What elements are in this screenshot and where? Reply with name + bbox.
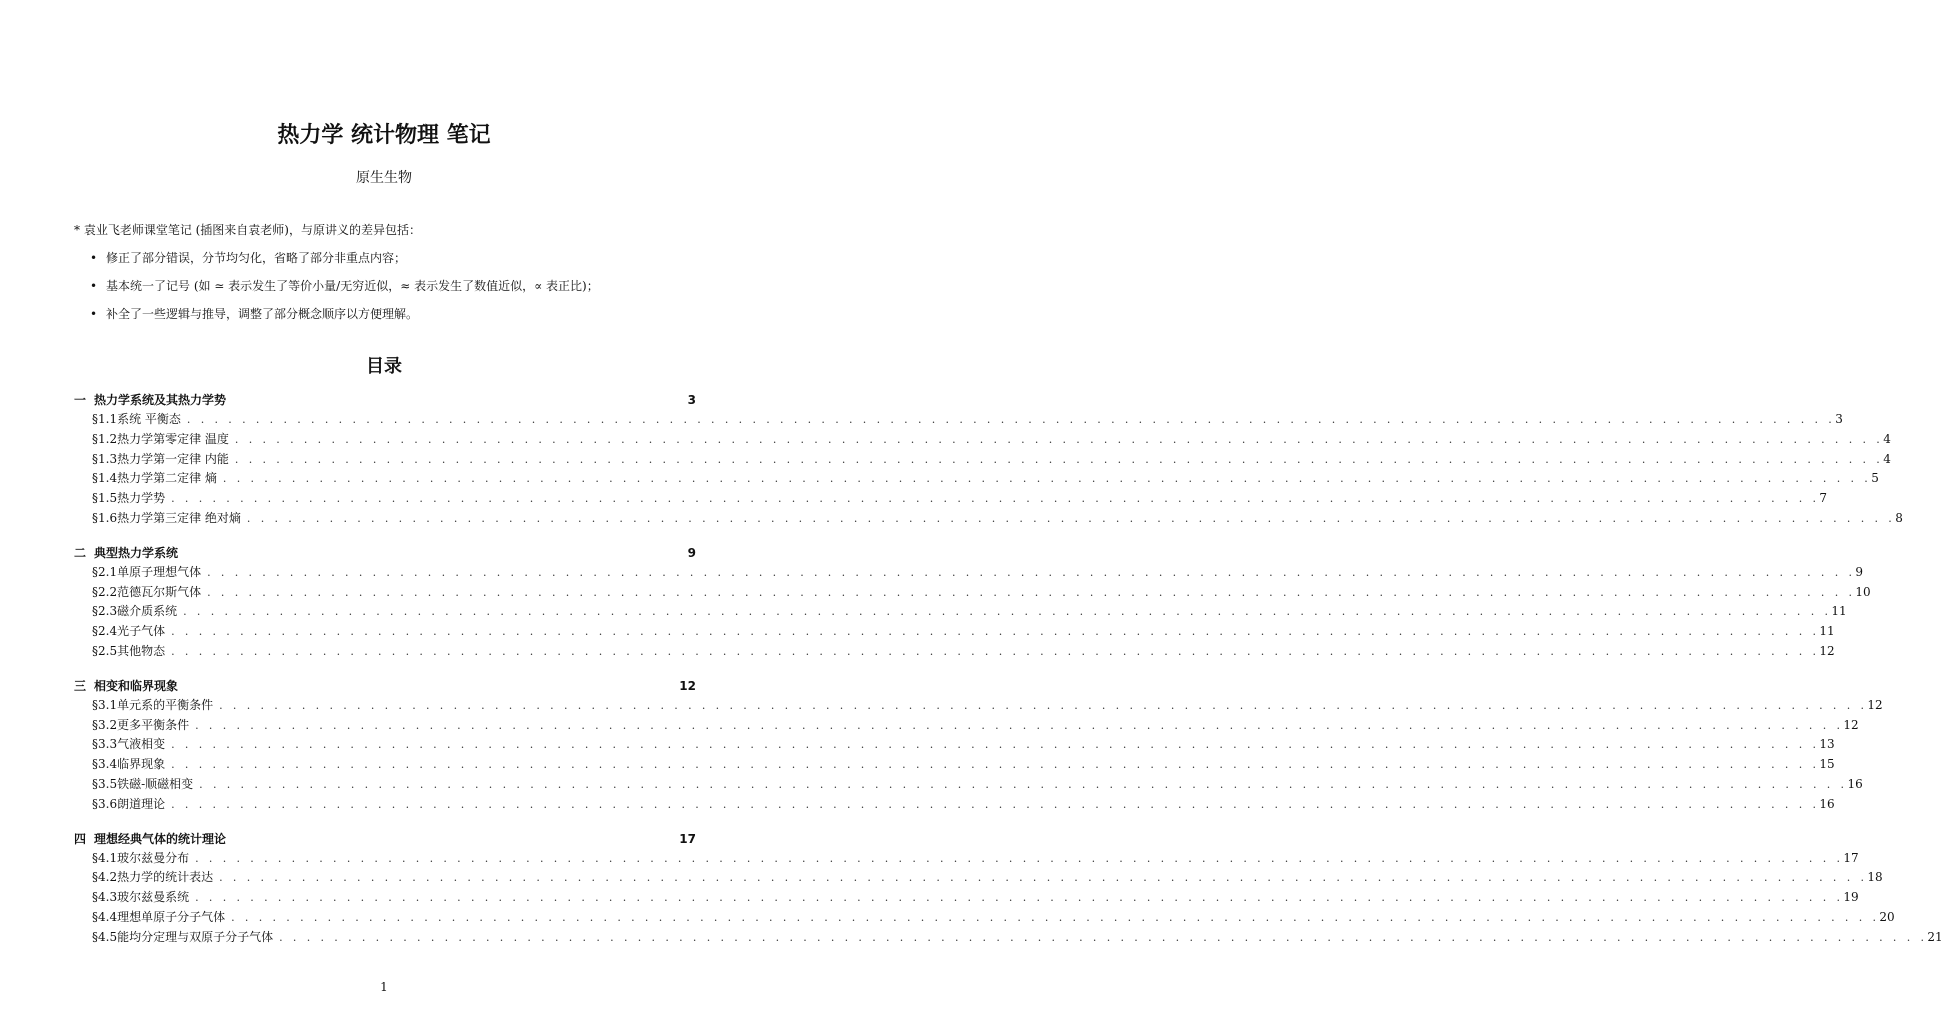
toc-section-title: 热力学第零定律 温度 [117,431,229,446]
toc-section-page: 13 [1819,737,1835,752]
toc-chapter-title: 热力学系统及其热力学势 [94,393,227,407]
toc-section-title: 热力学第三定律 绝对熵 [117,510,241,525]
toc-section-page: 5 [1871,471,1879,486]
toc-section-page: 12 [1843,717,1859,732]
note-item [74,249,696,267]
toc-section-entry[interactable] [74,489,1828,509]
toc-section-page: 18 [1867,870,1883,885]
toc-section-entry[interactable] [74,602,1847,622]
toc-section-number: §2.2 [92,584,118,599]
toc-dot-leader: . . . . . . . . . . . . . . . . . . . . . . . . . . . . . . . . . . . . . . . . . . . . . . . . . . . . . . . . . . . . . . . . . . . . . . . . . . . . . . . . . . . . . . . . . . . . . . . . . . . . . . . . . . . . . . . . . . . . . . . . [222,472,1872,486]
toc-section-entry[interactable] [74,908,1895,928]
toc-section-title: 磁介质系统 [117,604,178,619]
note-text: 基本统一了记号 (如 ≃ 表示发生了等价小量/无穷近似，≈ 表示发生了数值近似，∝ 表正比)； [106,279,599,293]
toc-dot-leader: . . . . . . . . . . . . . . . . . . . . . . . . . . . . . . . . . . . . . . . . . . . . . . . . . . . . . . . . . . . . . . . . . . . . . . . . . . . . . . . . . . . . . . . . . . . . . . . . . . . . . . . . . . . . . . . . . . . . . . . . [171,758,1820,772]
toc-section-title: 铁磁-顺磁相变 [117,776,194,791]
toc-chapter-entry[interactable] [74,829,696,849]
toc-chapter [74,390,1903,529]
toc-section-number: §4.1 [92,850,118,865]
toc-section-title: 热力学势 [117,491,166,506]
toc-section-entry[interactable] [74,410,1843,430]
toc-section-page: 17 [1843,850,1859,865]
toc-section-entry[interactable] [74,775,1863,795]
toc-section-number: §4.3 [92,890,118,905]
toc-chapter-number: 一 [74,393,87,407]
toc-dot-leader: . . . . . . . . . . . . . . . . . . . . . . . . . . . . . . . . . . . . . . . . . . . . . . . . . . . . . . . . . . . . . . . . . . . . . . . . . . . . . . . . . . . . . . . . . . . . . . . . . . . . . . . . . . . . . . . . . . . . . . . . [199,777,1848,791]
toc-section-title: 能均分定理与双原子分子气体 [117,929,274,944]
toc-section-entry[interactable] [74,696,1883,716]
toc-section-page: 16 [1819,796,1835,811]
toc-dot-leader: . . . . . . . . . . . . . . . . . . . . . . . . . . . . . . . . . . . . . . . . . . . . . . . . . . . . . . . . . . . . . . . . . . . . . . . . . . . . . . . . . . . . . . . . . . . . . . . . . . . . . . . . . . . . . . . . . . . . . . . . [279,930,1928,944]
toc-section-entry[interactable] [74,868,1883,888]
toc-chapter-title: 典型热力学系统 [94,545,179,560]
toc-section-page: 8 [1895,510,1903,525]
toc-section-number: §4.5 [92,929,118,944]
toc-section-title: 单元系的平衡条件 [117,697,214,712]
toc-chapter-page: 12 [679,678,696,693]
toc-section-entry[interactable] [74,583,1871,603]
toc-chapter-number: 三 [74,678,87,693]
document-author: 原生生物 [356,170,412,186]
toc-section-number: §3.4 [92,757,118,772]
toc-section-page: 12 [1819,643,1835,658]
toc-section-title: 其他物态 [117,643,166,658]
toc-section-number: §1.3 [92,451,118,466]
document-title: 热力学 统计物理 笔记 [277,123,491,148]
toc-section-number: §3.2 [92,717,118,732]
toc-section-title: 玻尔兹曼系统 [117,890,190,905]
note-text: 补全了一些逻辑与推导，调整了部分概念顺序以方便理解。 [106,307,419,321]
toc-section-page: 4 [1883,451,1891,466]
toc-section-number: §1.5 [92,491,118,506]
toc-section-entry[interactable] [74,888,1859,908]
toc-section-number: §3.3 [92,737,118,752]
toc-section-number: §1.1 [92,412,118,426]
toc-section-title: 理想单原子分子气体 [117,909,226,924]
toc-section-page: 19 [1843,890,1859,905]
toc-chapter-page: 9 [687,545,696,560]
toc-dot-leader: . . . . . . . . . . . . . . . . . . . . . . . . . . . . . . . . . . . . . . . . . . . . . . . . . . . . . . . . . . . . . . . . . . . . . . . . . . . . . . . . . . . . . . . . . . . . . . . . . . . . . . . . . . . . . . . . . . . . . . . . [234,432,1884,446]
toc-dot-leader: . . . . . . . . . . . . . . . . . . . . . . . . . . . . . . . . . . . . . . . . . . . . . . . . . . . . . . . . . . . . . . . . . . . . . . . . . . . . . . . . . . . . . . . . . . . . . . . . . . . . . . . . . . . . . . . . . . . . . . . . [207,585,1856,599]
toc-section-page: 10 [1855,584,1871,599]
toc-section-entry[interactable] [74,622,1835,642]
toc-section-page: 7 [1819,491,1828,506]
toc-section-entry[interactable] [74,450,1891,470]
toc-section-entry[interactable] [74,642,1835,662]
toc-section-entry[interactable] [74,509,1903,529]
toc-section-number: §4.4 [92,909,118,924]
toc-section-entry[interactable] [74,469,1879,489]
toc-section-title: 更多平衡条件 [117,717,190,732]
notes-block [74,221,696,323]
toc-chapter-page: 17 [679,831,696,846]
toc-chapter-title: 理想经典气体的统计理论 [94,831,227,846]
toc-dot-leader: . . . . . . . . . . . . . . . . . . . . . . . . . . . . . . . . . . . . . . . . . . . . . . . . . . . . . . . . . . . . . . . . . . . . . . . . . . . . . . . . . . . . . . . . . . . . . . . . . . . . . . . . . . . . . . . . . . . . . . . . [234,452,1884,466]
toc-section-entry[interactable] [74,430,1891,450]
toc-chapter [74,543,1871,662]
notes-list [74,249,696,323]
toc-dot-leader: . . . . . . . . . . . . . . . . . . . . . . . . . . . . . . . . . . . . . . . . . . . . . . . . . . . . . . . . . . . . . . . . . . . . . . . . . . . . . . . . . . . . . . . . . . . . . . . . . . . . . . . . . . . . . . . . . . . . . . . . [171,644,1820,658]
toc-dot-leader: . . . . . . . . . . . . . . . . . . . . . . . . . . . . . . . . . . . . . . . . . . . . . . . . . . . . . . . . . . . . . . . . . . . . . . . . . . . . . . . . . . . . . . . . . . . . . . . . . . . . . . . . . . . . . . . . . . . . . . . . [195,891,1844,905]
toc-dot-leader: . . . . . . . . . . . . . . . . . . . . . . . . . . . . . . . . . . . . . . . . . . . . . . . . . . . . . . . . . . . . . . . . . . . . . . . . . . . . . . . . . . . . . . . . . . . . . . . . . . . . . . . . . . . . . . . . . . . . . . . . [171,797,1820,811]
note-text: 修正了部分错误，分节均匀化，省略了部分非重点内容； [106,251,407,265]
toc-section-entry[interactable] [74,928,1943,948]
toc-section-title: 临界现象 [117,757,166,772]
toc-section-number: §2.3 [92,604,118,619]
toc-section-title: 热力学第二定律 熵 [117,471,217,486]
page-number: 1 [380,980,388,994]
toc-section-page: 11 [1831,604,1847,619]
toc-section-page: 20 [1879,909,1895,924]
toc-chapter-page: 3 [687,393,696,407]
toc-chapter-number: 四 [74,831,87,846]
toc-section-number: §3.6 [92,796,118,811]
toc-section-entry[interactable] [74,716,1859,736]
bullet-icon: • [90,279,98,293]
toc-dot-leader: . . . . . . . . . . . . . . . . . . . . . . . . . . . . . . . . . . . . . . . . . . . . . . . . . . . . . . . . . . . . . . . . . . . . . . . . . . . . . . . . . . . . . . . . . . . . . . . . . . . . . . . . . . . . . . . . . . . . . . . . [219,698,1868,712]
toc-section-number: §3.1 [92,697,118,712]
toc-chapter-entry[interactable] [74,543,696,563]
toc-chapter-title: 相变和临界现象 [94,678,179,693]
bullet-icon: • [90,307,98,321]
toc-section-title: 热力学第一定律 内能 [117,451,229,466]
toc-section-entry[interactable] [74,735,1835,755]
toc-dot-leader: . . . . . . . . . . . . . . . . . . . . . . . . . . . . . . . . . . . . . . . . . . . . . . . . . . . . . . . . . . . . . . . . . . . . . . . . . . . . . . . . . . . . . . . . . . . . . . . . . . . . . . . . . . . . . . . . . . . . . . . . [195,851,1844,865]
toc-dot-leader: . . . . . . . . . . . . . . . . . . . . . . . . . . . . . . . . . . . . . . . . . . . . . . . . . . . . . . . . . . . . . . . . . . . . . . . . . . . . . . . . . . . . . . . . . . . . . . . . . . . . . . . . . . . . . . . . . . . . . . . . [171,625,1820,639]
toc-chapter-number: 二 [74,545,87,560]
toc-section-page: 15 [1819,757,1835,772]
toc-section-page: 3 [1835,412,1843,426]
table-of-contents [74,390,1943,962]
toc-section-title: 单原子理想气体 [117,564,202,579]
toc-section-page: 16 [1847,776,1863,791]
toc-dot-leader: . . . . . . . . . . . . . . . . . . . . . . . . . . . . . . . . . . . . . . . . . . . . . . . . . . . . . . . . . . . . . . . . . . . . . . . . . . . . . . . . . . . . . . . . . . . . . . . . . . . . . . . . . . . . . . . . . . . . . . . . [207,565,1856,579]
toc-section-entry[interactable] [74,755,1835,775]
bullet-icon: • [90,251,98,265]
toc-section-number: §1.6 [92,510,118,525]
toc-section-page: 4 [1883,431,1891,446]
toc-section-entry[interactable] [74,795,1835,815]
toc-dot-leader: . . . . . . . . . . . . . . . . . . . . . . . . . . . . . . . . . . . . . . . . . . . . . . . . . . . . . . . . . . . . . . . . . . . . . . . . . . . . . . . . . . . . . . . . . . . . . . . . . . . . . . . . . . . . . . . . . . . . . . . . [231,910,1880,924]
toc-section-title: 系统 平衡态 [117,412,181,426]
toc-chapter [74,829,1943,948]
toc-dot-leader: . . . . . . . . . . . . . . . . . . . . . . . . . . . . . . . . . . . . . . . . . . . . . . . . . . . . . . . . . . . . . . . . . . . . . . . . . . . . . . . . . . . . . . . . . . . . . . . . . . . . . . . . . . . . . . . . . . . . . . . . [171,738,1820,752]
toc-section-entry[interactable] [74,563,1864,583]
toc-section-number: §1.4 [92,471,118,486]
toc-section-page: 21 [1927,929,1943,944]
toc-dot-leader: . . . . . . . . . . . . . . . . . . . . . . . . . . . . . . . . . . . . . . . . . . . . . . . . . . . . . . . . . . . . . . . . . . . . . . . . . . . . . . . . . . . . . . . . . . . . . . . . . . . . . . . . . . . . . . . . . . . . . . . . [186,413,1836,426]
toc-section-entry[interactable] [74,849,1859,869]
note-item [74,305,696,323]
toc-section-page: 11 [1819,624,1835,639]
toc-dot-leader: . . . . . . . . . . . . . . . . . . . . . . . . . . . . . . . . . . . . . . . . . . . . . . . . . . . . . . . . . . . . . . . . . . . . . . . . . . . . . . . . . . . . . . . . . . . . . . . . . . . . . . . . . . . . . . . . . . . . . . . . [183,605,1832,619]
toc-chapter [74,676,1883,815]
toc-section-page: 9 [1855,564,1864,579]
toc-section-title: 朗道理论 [117,796,166,811]
toc-heading: 目录 [366,356,402,377]
toc-dot-leader: . . . . . . . . . . . . . . . . . . . . . . . . . . . . . . . . . . . . . . . . . . . . . . . . . . . . . . . . . . . . . . . . . . . . . . . . . . . . . . . . . . . . . . . . . . . . . . . . . . . . . . . . . . . . . . . . . . . . . . . . [195,718,1844,732]
toc-section-number: §1.2 [92,431,118,446]
notes-intro: * 袁业飞老师课堂笔记 (插图来自袁老师)，与原讲义的差异包括： [74,223,421,237]
toc-section-number: §2.4 [92,624,118,639]
toc-section-number: §3.5 [92,776,118,791]
toc-section-number: §2.5 [92,643,118,658]
toc-chapter-entry[interactable] [74,676,696,696]
toc-dot-leader: . . . . . . . . . . . . . . . . . . . . . . . . . . . . . . . . . . . . . . . . . . . . . . . . . . . . . . . . . . . . . . . . . . . . . . . . . . . . . . . . . . . . . . . . . . . . . . . . . . . . . . . . . . . . . . . . . . . . . . . . [246,511,1896,525]
toc-section-title: 热力学的统计表达 [117,870,214,885]
toc-section-number: §4.2 [92,870,118,885]
toc-section-title: 玻尔兹曼分布 [117,850,190,865]
toc-dot-leader: . . . . . . . . . . . . . . . . . . . . . . . . . . . . . . . . . . . . . . . . . . . . . . . . . . . . . . . . . . . . . . . . . . . . . . . . . . . . . . . . . . . . . . . . . . . . . . . . . . . . . . . . . . . . . . . . . . . . . . . . [171,492,1820,506]
toc-dot-leader: . . . . . . . . . . . . . . . . . . . . . . . . . . . . . . . . . . . . . . . . . . . . . . . . . . . . . . . . . . . . . . . . . . . . . . . . . . . . . . . . . . . . . . . . . . . . . . . . . . . . . . . . . . . . . . . . . . . . . . . . [219,871,1868,885]
toc-section-title: 气液相变 [117,737,166,752]
note-item [74,277,696,295]
toc-section-title: 范德瓦尔斯气体 [117,584,202,599]
toc-section-page: 12 [1867,697,1883,712]
toc-section-number: §2.1 [92,564,118,579]
toc-chapter-entry[interactable] [74,390,696,410]
toc-section-title: 光子气体 [117,624,166,639]
